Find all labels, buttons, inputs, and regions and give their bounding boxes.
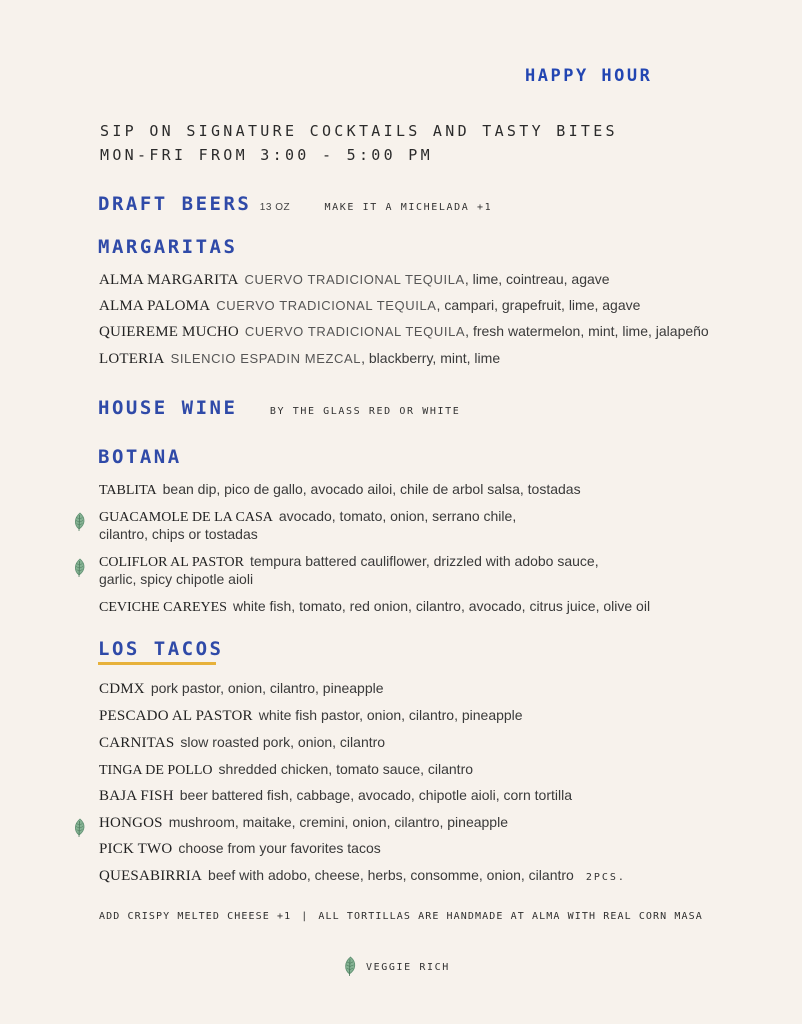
item-spirit: CUERVO TRADICIONAL TEQUILA [216,298,437,313]
item-desc-continued: cilantro, chips or tostadas [99,526,258,542]
footer-separator: | [301,911,309,922]
item-name: TINGA DE POLLO [99,763,213,778]
section-underline [98,662,216,665]
menu-item [99,734,385,752]
item-desc-continued: garlic, spicy chipotle aioli [99,571,254,587]
margaritas-title: MARGARITAS [98,236,238,258]
menu-item [99,867,626,885]
item-name: QUIEREME MUCHO [99,324,239,340]
item-name: PESCADO AL PASTOR [99,708,253,724]
house-wine-note: BY THE GLASS RED OR WHITE [269,406,461,417]
draft-beers-title: DRAFT BEERS [98,193,252,215]
item-desc: pork pastor, onion, cilantro, pineapple [150,680,384,696]
item-spirit: CUERVO TRADICIONAL TEQUILA [244,272,465,287]
item-name: GUACAMOLE DE LA CASA [99,510,273,525]
menu-item [99,323,709,341]
item-desc: beef with adobo, cheese, herbs, consomme, onion, cilantro [208,867,574,883]
intro-line-1: SIP ON SIGNATURE COCKTAILS AND TASTY BITES [100,122,618,140]
menu-item [99,350,500,368]
veggie-rich-legend: VEGGIE RICH [366,962,450,973]
menu-item [99,271,610,289]
menu-item [99,761,473,779]
menu-item [99,508,516,526]
leaf-icon [343,956,358,977]
item-name: COLIFLOR AL PASTOR [99,555,244,570]
menu-item [99,680,384,698]
leaf-icon [73,818,87,838]
footer-right: ALL TORTILLAS ARE HANDMADE AT ALMA WITH REAL CORN MASA [318,911,703,922]
item-desc: shredded chicken, tomato sauce, cilantro [218,761,474,777]
item-desc: , fresh watermelon, mint, lime, jalapeño [465,323,709,339]
item-spirit: SILENCIO ESPADIN MEZCAL [170,351,362,366]
item-desc: tempura battered cauliflower, drizzled with adobo sauce, [249,553,599,569]
item-name: CDMX [99,681,145,697]
item-name: BAJA FISH [99,788,174,804]
item-desc: mushroom, maitake, cremini, onion, cilantro, pineapple [168,814,508,830]
item-name: CEVICHE CAREYES [99,600,227,615]
item-desc: avocado, tomato, onion, serrano chile, [278,508,517,524]
footer-note [99,911,703,922]
item-desc: white fish, tomato, red onion, cilantro, avocado, citrus juice, olive oil [232,598,651,614]
item-desc: beer battered fish, cabbage, avocado, chipotle aioli, corn tortilla [179,787,572,803]
item-extra: 2PCS. [585,872,626,883]
item-name: TABLITA [99,483,157,498]
leaf-icon [73,558,87,578]
item-desc: , campari, grapefruit, lime, agave [436,297,641,313]
intro-line-2: MON-FRI FROM 3:00 - 5:00 PM [100,146,433,164]
item-name: LOTERIA [99,351,165,367]
happy-hour-title: HAPPY HOUR [525,66,653,86]
item-desc: , blackberry, mint, lime [361,350,501,366]
item-desc: white fish pastor, onion, cilantro, pineapple [258,707,523,723]
menu-item [99,297,640,315]
botana-title: BOTANA [98,446,182,468]
menu-item [99,814,508,832]
michelada-note: MAKE IT A MICHELADA +1 [324,202,493,213]
item-name: ALMA PALOMA [99,298,211,314]
leaf-icon [73,512,87,532]
item-desc: slow roasted pork, onion, cilantro [180,734,386,750]
item-desc: bean dip, pico de gallo, avocado ailoi, chile de arbol salsa, tostadas [162,481,581,497]
draft-beers-row [98,193,492,215]
footer-left: ADD CRISPY MELTED CHEESE +1 [99,911,292,922]
menu-item [99,553,599,571]
draft-beers-size: 13 OZ [259,202,291,213]
menu-item [99,707,523,725]
item-desc: , lime, cointreau, agave [464,271,610,287]
house-wine-title: HOUSE WINE [98,397,238,419]
menu-item [99,598,650,616]
item-name: QUESABIRRIA [99,868,203,884]
item-name: PICK TWO [99,841,173,857]
item-spirit: CUERVO TRADICIONAL TEQUILA [244,324,466,339]
item-name: ALMA MARGARITA [99,272,239,288]
menu-item [99,840,381,858]
menu-item [99,787,572,805]
item-name: CARNITAS [99,735,175,751]
house-wine-row [98,397,460,419]
item-name: HONGOS [99,815,163,831]
los-tacos-title: LOS TACOS [98,638,224,660]
item-desc: choose from your favorites tacos [178,840,381,856]
menu-item [99,481,581,499]
